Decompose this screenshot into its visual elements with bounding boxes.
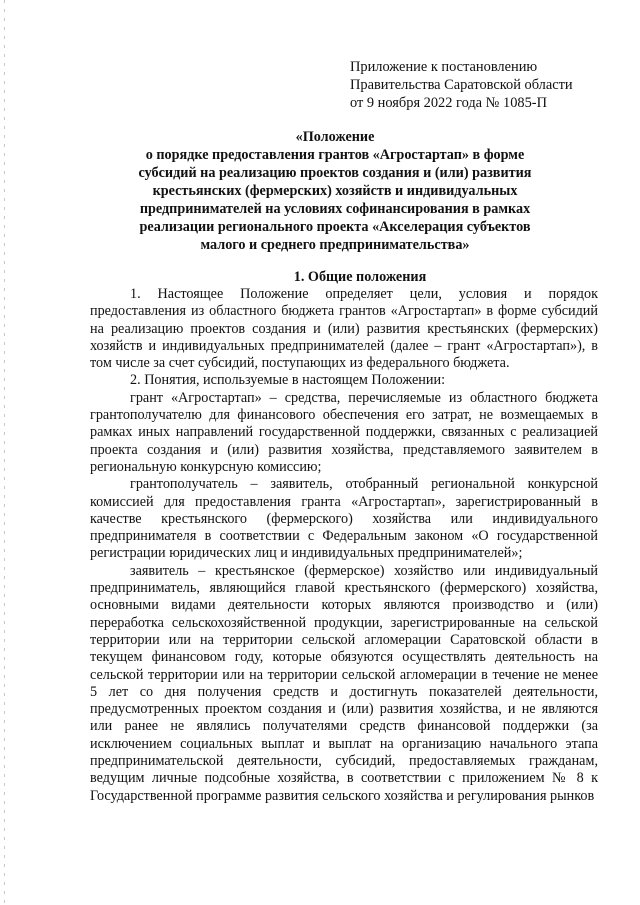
- scan-edge: [4, 0, 5, 905]
- title-line: «Положение: [295, 129, 375, 145]
- definition-applicant: заявитель – крестьянское (фермерское) хозяйство или индивидуальный предприниматель, являющийся главой крестьянского (фермерского) хозяйства, основными видами деятельности которых являются производство и (или) переработка сельскохозяйственной продукции, зарегистрированные на сельской территории или на территории сельской агломерации Саратовской области в текущем финансовом году, которые обязуются осуществлять деятельность на сельской территории или на территории сельской агломерации в течение не менее 5 лет со дня получения средств и достигнуть показателей деятельности, предусмотренных проектом создания и (или) развития хозяйства, и не являются или ранее не являлись получателями средств финансовой поддержки (за исключением социальных выплат и выплат на организацию начального этапа предпринимательской деятельности, субсидий, предоставляемых гражданам, ведущим личные подсобные хозяйства, в соответствии с приложением № 8 к Государственной программе развития сельского хозяйства и регулирования рынков: [90, 562, 598, 804]
- paragraph-item-2: 2. Понятия, используемые в настоящем Положении:: [130, 372, 446, 389]
- title-line: субсидий на реализацию проектов создания и (или) развития: [138, 165, 532, 181]
- title-line: крестьянских (фермерских) хозяйств и индивидуальных: [152, 183, 518, 199]
- document-title: [90, 128, 580, 254]
- section-heading: 1. Общие положения: [293, 269, 427, 285]
- approval-line: Правительства Саратовской области: [350, 77, 573, 93]
- definition-grant: грант «Агростартап» – средства, перечисляемые из областного бюджета грантополучателю для финансового обеспечения его затрат, не возмещаемых в рамках иных направлений государственной поддержки, связанных с реализацией проекта создания и (или) развития хозяйства, представляемого заявителем в региональную конкурсную комиссию;: [90, 389, 598, 475]
- approval-line: Приложение к постановлению: [350, 59, 538, 75]
- approval-block: [350, 58, 620, 112]
- title-line: малого и среднего предпринимательства»: [200, 237, 470, 253]
- title-line: реализации регионального проекта «Акселерация субъектов: [139, 219, 531, 235]
- paragraph-item-1: 1. Настоящее Положение определяет цели, условия и порядок предоставления из областного бюджета грантов «Агростартап» в форме субсидий на реализацию проектов создания и (или) развития крестьянских (фермерских) хозяйств и индивидуальных предпринимателей (далее – грант «Агростартап»), в том числе за счет субсидий, поступающих из федерального бюджета.: [90, 286, 598, 372]
- definition-grant-recipient: грантополучатель – заявитель, отобранный региональной конкурсной комиссией для предоставления гранта «Агростартап», зарегистрированный в качестве крестьянского (фермерского) хозяйства или индивидуального предпринимателя в соответствии с Федеральным законом «О государственной регистрации юридических лиц и индивидуальных предпринимателей»;: [90, 476, 598, 562]
- title-line: предпринимателей на условиях софинансирования в рамках: [139, 201, 531, 217]
- title-line: о порядке предоставления грантов «Агростартап» в форме: [145, 147, 525, 163]
- approval-line: от 9 ноября 2022 года № 1085-П: [350, 95, 547, 111]
- document-body: [90, 286, 598, 805]
